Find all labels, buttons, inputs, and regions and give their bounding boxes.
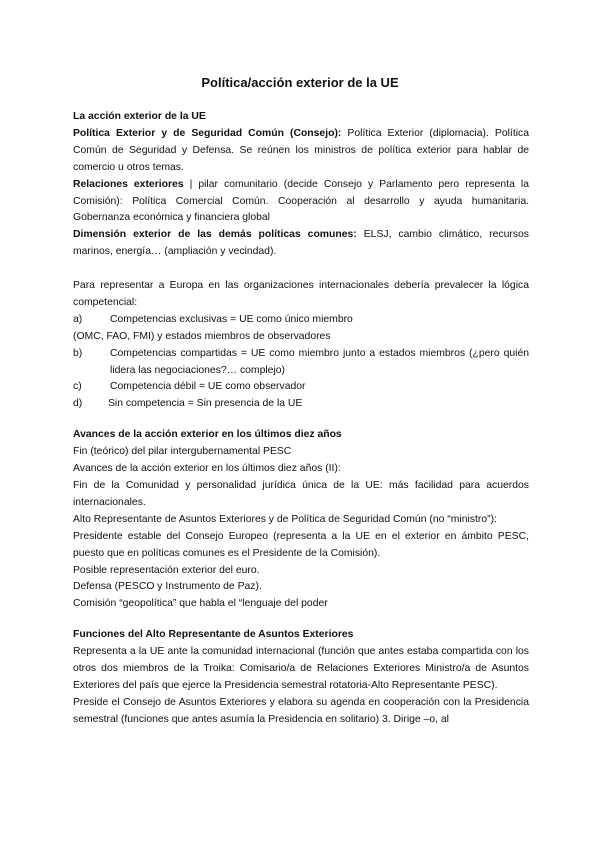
term-relaciones-exteriores: Relaciones exteriores [73,178,184,190]
list-item-b [73,346,529,380]
list-label-b: b) [73,347,83,359]
list-label-a: a) [73,313,83,325]
list-item-a [73,312,529,329]
term-pesc: Política Exterior y de Seguridad Común (Consejo): [73,127,342,139]
line-comision-geopolitica: Comisión “geopolítica” que habla el “lenguaje del poder [73,598,328,610]
page-title: Política/acción exterior de la UE [201,75,399,90]
line-presidente-consejo: Presidente estable del Consejo Europeo (representa a la UE en el exterior en ámbito PESC, puesto que en políticas comunes es el Presidente de la Comisión). [73,530,529,559]
document-body [73,109,529,729]
paragraph-relaciones-exteriores [73,177,529,228]
paragraph-pesc-text: Política Exterior (diplomacia). Política Común de Seguridad y Defensa. Se reúnen los ministros de política exterior para hablar de comercio u otros temas. [73,127,529,173]
line-defensa: Defensa (PESCO y Instrumento de Paz). [73,581,262,593]
paragraph-preside: Preside el Consejo de Asuntos Exteriores y elabora su agenda en cooperación con la Presidencia semestral (funciones que antes asumía la Presidencia en solitario) 3. Dirige –o, al [73,696,529,725]
paragraph-dimension-exterior [73,227,529,261]
section-heading-funciones: Funciones del Alto Representante de Asuntos Exteriores [73,629,354,641]
line-avances-ii: Avances de la acción exterior en los últimos diez años (II): [73,463,341,475]
list-text-d: Sin competencia = Sin presencia de la UE [108,398,303,410]
section-heading-avances: Avances de la acción exterior en los últimos diez años [73,429,342,441]
term-dimension-exterior: Dimensión exterior de las demás políticas comunes: [73,229,357,241]
list-label-d: d) [73,398,83,410]
line-personalidad-juridica: Fin de la Comunidad y personalidad jurídica única de la UE: más facilidad para acuerdos internacionales. [73,480,529,508]
list-text-a: Competencias exclusivas = UE como único miembro [110,313,353,325]
paragraph-logica-competencial: Para representar a Europa en las organizaciones internacionales debería prevalecer la lógica competencial: [73,280,529,308]
list-item-d [73,396,529,413]
paragraph-dimension-text: ELSJ, cambio climático, recursos marinos, energía… (ampliación y vecindad). [73,229,529,258]
list-text-b: Competencias compartidas = UE como miembro junto a estados miembros (¿pero quién lidera las negociaciones?… complejo) [110,347,529,376]
list-item-a-continuation: (OMC, FAO, FMI) y estados miembros de observadores [73,330,331,342]
list-item-c [73,379,529,396]
paragraph-representa: Representa a la UE ante la comunidad internacional (función que antes estaba compartida con los otros dos miembros de la Troika: Comisario/a de Relaciones Exteriores Ministro/a de Asuntos Exteriores del país que ejerce la Presidencia semestral rotatoria-Alto Representante PESC). [73,646,529,691]
list-label-c: c) [73,381,82,393]
line-euro: Posible representación exterior del euro. [73,564,260,576]
line-fin-pilar: Fin (teórico) del pilar intergubernamental PESC [73,446,292,458]
line-alto-representante: Alto Representante de Asuntos Exteriores y de Política de Seguridad Común (no “ministro”): [73,513,497,525]
paragraph-relaciones-text: | pilar comunitario (decide Consejo y Parlamento pero representa la Comisión): Política Comercial Común. Cooperación al desarrollo y ayuda humanitaria. Gobernanza económica y financiera global [73,178,529,224]
paragraph-pesc [73,126,529,177]
list-text-c: Competencia débil = UE como observador [110,381,306,393]
section-heading-accion-exterior: La acción exterior de la UE [73,111,206,122]
